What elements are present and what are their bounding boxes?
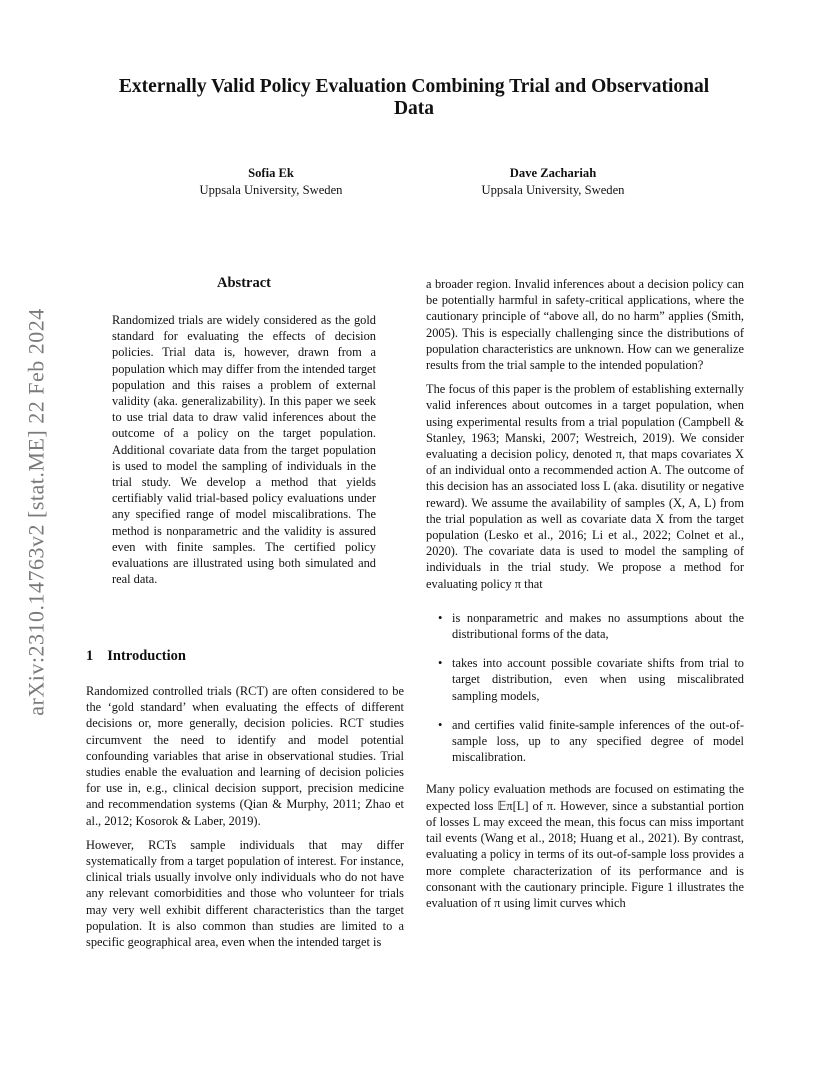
author-block (423, 165, 683, 199)
contribution-list (426, 610, 744, 766)
list-item (452, 655, 744, 704)
author-name: Sofia Ek (248, 166, 294, 180)
list-item-text: • is nonparametric and makes no assumptions about the distributional forms of the data, (452, 610, 744, 642)
right-column (426, 276, 744, 919)
author-name: Dave Zachariah (509, 166, 597, 180)
list-item-text: • takes into account possible covariate shifts from trial to target distribution, even when using miscalibrated sampling models, (452, 656, 744, 703)
left-column (86, 683, 404, 958)
list-item (452, 610, 744, 642)
section-heading (86, 648, 404, 665)
body-paragraph: a broader region. Invalid inferences about a decision policy can be potentially harmful in safety-critical applications, where the cautionary principle of “above all, do no harm” applies (Smith, 2005). This is especially challenging since the distributions of population characteristics are unknown. How can we generalize results from the trial sample to the intended population? (426, 277, 744, 373)
body-paragraph: Randomized controlled trials (RCT) are often considered to be the ‘gold standard’ when evaluating the effects of different decisions or, more generally, decision policies. RCT studies circumvent the need to identify and model potential confounding variables that arise in observational studies. Trial studies enable the evaluation and learning of decision policies for use in, e.g., clinical decision support, precision medicine and recommendation systems (Qian & Murphy, 2011; Zhao et al., 2012; Kosorok & Laber, 2019). (86, 684, 404, 828)
abstract-heading: Abstract (217, 275, 271, 291)
arxiv-identifier-stamp (22, 282, 52, 742)
paper-title: Externally Valid Policy Evaluation Combining Trial and Observational Data (118, 76, 710, 119)
author-affiliation: Uppsala University, Sweden (199, 183, 343, 197)
section-title: Introduction (107, 648, 186, 664)
body-paragraph: The focus of this paper is the problem of establishing externally valid inferences about outcomes in a target population, when using experimental results from a trial population (Campbell & Stanley, 1963; Manski, 2007; Westreich, 2019). We consider evaluating a decision policy, denoted π, that maps covariates X of an individual onto a recommended action A. The outcome of this decision has an associated loss L (aka. disutility or negative reward). We assume the availability of samples (X, A, L) from the trial population as well as covariate data X from the target population (Lesko et al., 2016; Li et al., 2022; Colnet et al., 2020). The covariate data is used to model the sampling of individuals in the trial study. We propose a method for evaluating policy π that (426, 382, 744, 591)
list-item-text: • and certifies valid finite-sample inferences of the out-of-sample loss, up to any specified degree of model miscalibration. (452, 717, 744, 765)
section-number: 1 (86, 648, 94, 664)
abstract-text: Randomized trials are widely considered as the gold standard for evaluating the effects of decision policies. Trial data is, however, drawn from a population which may differ from the intended target population and this raises a problem of external validity (aka. generalizability). In this paper we seek to use trial data to draw valid inferences about the outcome of a policy on the target population. Additional covariate data from the target population is used to model the sampling of individuals in the trial study. We develop a method that yields certifiably valid trial-based policy evaluations under any specified range of model miscalibrations. The method is nonparametric and the validity is assured even with finite samples. The certified policy evaluations are illustrated using both simulated and real data. (112, 313, 376, 587)
author-affiliation: Uppsala University, Sweden (481, 183, 625, 197)
body-paragraph: However, RCTs sample individuals that may differ systematically from a target population of interest. For instance, clinical trials usually involve only individuals who do not have any relevant comorbidities and those who volunteer for trials may very well exhibit different characteristics than the target population. It is also common than studies are limited to a specific geographical area, even when the intended target is (86, 837, 404, 950)
list-item (452, 717, 744, 766)
body-paragraph: Many policy evaluation methods are focused on estimating the expected loss 𝔼π[L] of π. However, since a substantial portion of losses L may exceed the mean, this focus can miss important tail events (Wang et al., 2018; Huang et al., 2021). By contrast, evaluating a policy in terms of its out-of-sample loss provides a more complete characterization of its performance and is consonant with the cautionary principle. Figure 1 illustrates the evaluation of π using limit curves which (426, 782, 744, 910)
arxiv-identifier: arXiv:2310.14763v2 [stat.ME] 22 Feb 2024 (24, 308, 49, 716)
author-block (141, 165, 401, 199)
